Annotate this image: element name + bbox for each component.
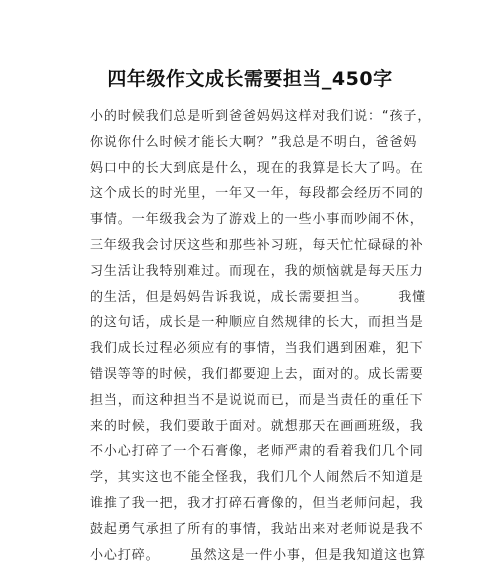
text-line: 事情。一年级我会为了游戏上的一些小事而吵闹不休， bbox=[90, 212, 424, 228]
text-line: 你说你什么时候才能长大啊？”我总是不明白，爸爸妈 bbox=[90, 134, 418, 150]
text-line: 小的时候我们总是听到爸爸妈妈这样对我们说：“孩子， bbox=[90, 109, 432, 124]
text-line: 鼓起勇气承担了所有的事情，我站出来对老师说是我不 bbox=[90, 521, 424, 537]
text-line: 妈口中的长大到底是什么，现在的我算是长大了吗。在 bbox=[90, 160, 424, 176]
text-line: 谁推了我一把，我才打碎石膏像的，但当老师问起，我 bbox=[90, 495, 424, 511]
text-line: 习生活让我特别难过。而现在，我的烦恼就是每天压力 bbox=[90, 263, 424, 279]
text-line: 小心打碎。 虽然这是一件小事，但是我知道这也算 bbox=[90, 547, 426, 563]
text-line: 来的时候，我们要敢于面对。就想那天在画画班级，我 bbox=[90, 418, 424, 434]
text-line: 三年级我会讨厌这些和那些补习班，每天忙忙碌碌的补 bbox=[90, 237, 424, 253]
text-line: 的生活，但是妈妈告诉我说，成长需要担当。 我懂 bbox=[90, 289, 426, 305]
document-body bbox=[90, 104, 432, 568]
document-title: 四年级作文成长需要担当_450字 bbox=[107, 68, 393, 90]
text-line: 的这句话，成长是一种顺应自然规律的长大，而担当是 bbox=[90, 315, 424, 331]
text-line: 学，其实这也不能全怪我，我们几个人闹然后不知道是 bbox=[90, 470, 424, 486]
text-line: 错误等等的时候，我们都要迎上去，面对的。成长需要 bbox=[90, 366, 424, 382]
text-line: 担当，而这种担当不是说说而已，而是当责任的重任下 bbox=[90, 392, 424, 408]
text-line: 不小心打碎了一个石膏像，老师严肃的看着我们几个同 bbox=[90, 444, 424, 460]
text-line: 这个成长的时光里，一年又一年，每段都会经历不同的 bbox=[90, 186, 424, 202]
text-line: 我们成长过程必须应有的事情，当我们遇到困难，犯下 bbox=[90, 341, 424, 357]
